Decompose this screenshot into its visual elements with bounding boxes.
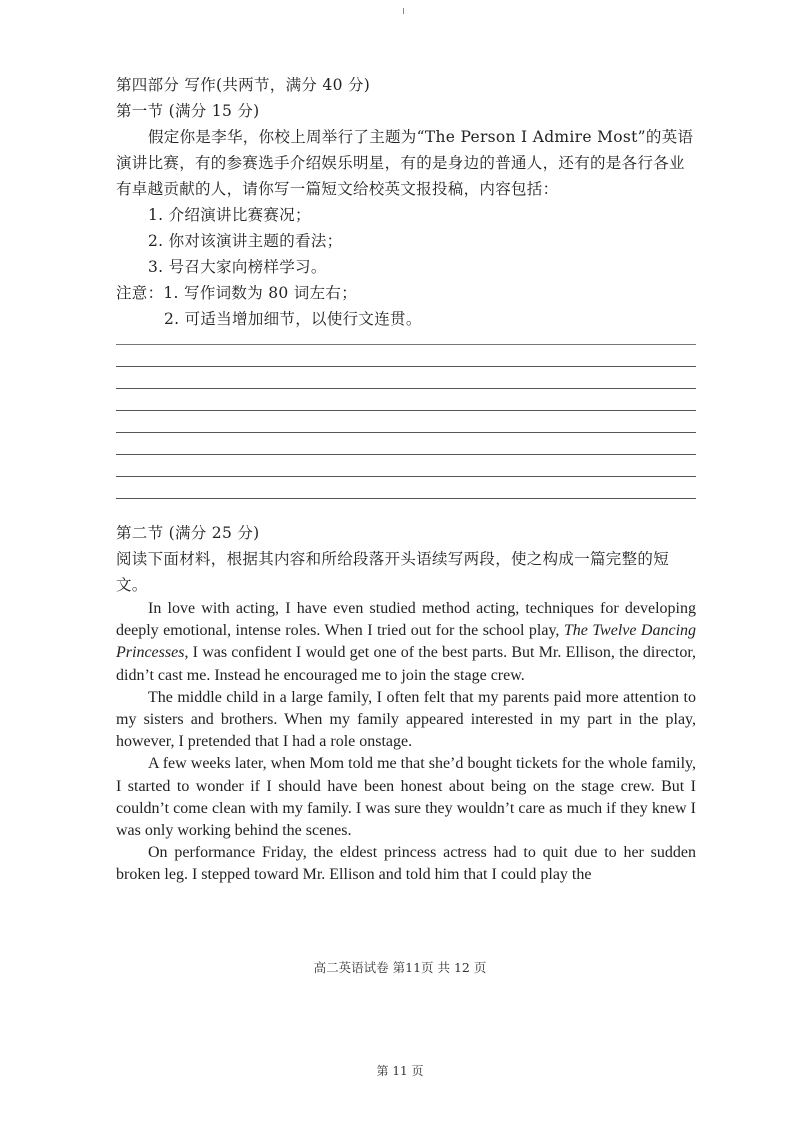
section1-prompt: 假定你是李华，你校上周举行了主题为“The Person I Admire Most”的英语演讲比赛，有的参赛选手介绍娱乐明星，有的是身边的普通人，还有的是各行各业有卓越贡献的人，请你写一篇短文给校英文报投稿，内容包括：	[116, 128, 694, 198]
part4-title: 第四部分 写作(共两节，满分 40 分)	[116, 76, 371, 94]
section2-title: 第二节 (满分 25 分)	[116, 524, 260, 542]
writing-line	[116, 344, 696, 345]
content-area	[116, 72, 696, 887]
section2-instruction: 阅读下面材料，根据其内容和所给段落开头语续写两段，使之构成一篇完整的短文。	[116, 550, 670, 594]
writing-line	[116, 432, 696, 433]
writing-line	[116, 388, 696, 389]
task-item-1: 1. 介绍演讲比赛赛况；	[148, 206, 311, 224]
passage-paragraph-4: On performance Friday, the eldest princess actress had to quit due to her sudden broken leg. I stepped toward Mr. Ellison and told him that I could play the	[116, 844, 696, 884]
top-mark	[403, 8, 404, 14]
section1-title: 第一节 (满分 15 分)	[116, 102, 260, 120]
p1-part-a: In love with acting, I have even studied method acting, techniques for developing deeply emotional, intense roles. When I tried out for the school play,	[116, 600, 696, 640]
passage-paragraph-1	[116, 598, 696, 687]
p1-part-b: , I was confident I would get one of the best parts. But Mr. Ellison, the director, didn’t cast me. Instead he encouraged me to join the stage crew.	[116, 644, 696, 684]
note-1: 注意：1. 写作词数为 80 词左右；	[116, 284, 357, 302]
writing-line	[116, 454, 696, 455]
exam-page-footer: 高二英语试卷 第11页 共 12 页	[313, 960, 487, 975]
task-item-3: 3. 号召大家向榜样学习。	[148, 258, 327, 276]
note-2: 2. 可适当增加细节，以使行文连贯。	[164, 310, 422, 328]
writing-line	[116, 498, 696, 499]
play-title: The Twelve Dancing Princesses	[116, 622, 697, 662]
writing-lines	[116, 344, 696, 499]
writing-line	[116, 366, 696, 367]
writing-line	[116, 476, 696, 477]
passage-paragraph-3: A few weeks later, when Mom told me that she’d bought tickets for the whole family, I started to wonder if I should have been honest about being on the stage crew. But I couldn’t come clean with my family. I was sure they wouldn’t care as much if they knew I was only working behind the scenes.	[116, 755, 696, 840]
writing-line	[116, 410, 696, 411]
task-item-2: 2. 你对该演讲主题的看法；	[148, 232, 343, 250]
page-number: 第 11 页	[376, 1064, 424, 1078]
passage-paragraph-2: The middle child in a large family, I often felt that my parents paid more attention to my sisters and brothers. When my family appeared interested in my part in the play, however, I pretended that I had a role onstage.	[116, 688, 696, 751]
